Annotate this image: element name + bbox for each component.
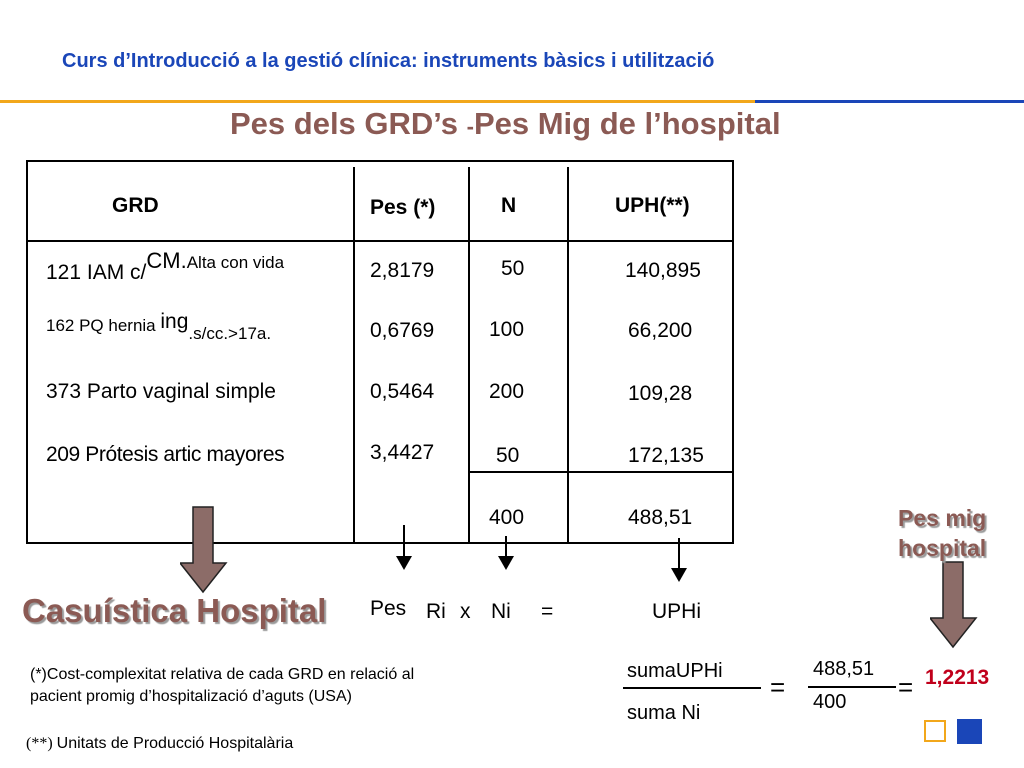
table-col-divider-1 bbox=[353, 167, 355, 544]
header-n: N bbox=[501, 194, 517, 217]
grd-code-desc: 162 PQ hernia bbox=[46, 316, 161, 335]
formula-pes: Pes bbox=[370, 597, 407, 620]
fraction-equals-2: = bbox=[898, 672, 914, 702]
header-pes: Pes (*) bbox=[370, 196, 436, 219]
table-row-3-uph: 109,28 bbox=[628, 382, 693, 405]
fraction-numerator: sumaUPHi bbox=[627, 660, 723, 682]
casuistica-label: Casuística Hospital bbox=[22, 592, 327, 629]
blue-square-icon bbox=[957, 719, 982, 744]
casuistica-arrow-icon bbox=[180, 505, 230, 595]
formula-ri: Ri bbox=[426, 600, 446, 623]
formula-eq: = bbox=[541, 600, 554, 623]
grd-code-desc: 121 IAM c/ bbox=[46, 261, 147, 284]
table-row-1-pes: 2,8179 bbox=[370, 259, 435, 282]
orange-square-outline-icon bbox=[924, 720, 946, 742]
footnote-uph bbox=[26, 735, 293, 753]
header-rule-orange bbox=[0, 100, 755, 103]
slide-title-part2: Pes Mig de l’hospital bbox=[473, 106, 781, 141]
table-total-divider bbox=[468, 471, 734, 473]
result-value: 1,2213 bbox=[925, 666, 990, 689]
table-row-4-n: 50 bbox=[496, 444, 520, 467]
table-row-2-n: 100 bbox=[489, 318, 525, 341]
slide-title-part1: Pes dels GRD’s bbox=[230, 106, 467, 141]
table-row-1-uph: 140,895 bbox=[625, 259, 701, 282]
table-row-3-grd: 373 Parto vaginal simple bbox=[46, 380, 276, 403]
table-row-3-pes: 0,5464 bbox=[370, 380, 435, 403]
slide-title-separator: - bbox=[466, 114, 474, 139]
fraction-denominator: suma Ni bbox=[627, 702, 701, 724]
arrow-uph-head bbox=[671, 568, 687, 582]
arrow-n-head bbox=[498, 556, 514, 570]
table-row-1-grd bbox=[46, 248, 285, 285]
table-row-4-uph: 172,135 bbox=[628, 444, 704, 467]
arrow-uph-shaft bbox=[678, 538, 680, 568]
formula-ni: Ni bbox=[491, 600, 511, 623]
footnote-cost-complexity bbox=[30, 664, 414, 708]
fraction2-bar bbox=[808, 686, 896, 688]
grd-suffix-small: .s/cc.>17a. bbox=[188, 324, 272, 343]
fraction2-numerator: 488,51 bbox=[813, 658, 875, 680]
course-title: Curs d’Introducció a la gestió clínica: instruments bàsics i utilització bbox=[62, 50, 715, 72]
pes-mig-line1: Pes mig bbox=[898, 505, 987, 531]
header-uph: UPH(**) bbox=[615, 194, 690, 217]
arrow-pes-head bbox=[396, 556, 412, 570]
grd-suffix: CM. bbox=[146, 248, 187, 273]
slide-title bbox=[230, 106, 781, 142]
table-row-2-pes: 0,6769 bbox=[370, 319, 435, 342]
table-row-4-pes: 3,4427 bbox=[370, 441, 435, 464]
pes-mig-arrow-icon bbox=[930, 560, 980, 650]
fraction-bar bbox=[623, 687, 761, 689]
footnote-1-line-1: (*)Cost-complexitat relativa de cada GRD en relació al bbox=[30, 666, 415, 683]
footnote-1-line-2: pacient promig d’hospitalizació d’aguts (USA) bbox=[30, 688, 352, 705]
formula-uphi: UPHi bbox=[652, 600, 702, 623]
fraction-equals-1: = bbox=[770, 672, 786, 702]
footnote-2-mark: (**) bbox=[26, 735, 57, 752]
table-col-divider-2 bbox=[468, 167, 470, 544]
table-header-divider bbox=[26, 240, 734, 242]
table-row-3-n: 200 bbox=[489, 380, 525, 403]
table-row-1-n: 50 bbox=[501, 257, 525, 280]
total-n: 400 bbox=[489, 506, 525, 529]
table-row-4-grd: 209 Prótesis artic mayores bbox=[46, 443, 285, 466]
table-row-2-uph: 66,200 bbox=[628, 319, 693, 342]
table-row-2-grd bbox=[46, 310, 272, 343]
formula-x: x bbox=[460, 600, 471, 623]
fraction2-denominator: 400 bbox=[813, 691, 847, 713]
total-uph: 488,51 bbox=[628, 506, 693, 529]
grd-suffix: ing bbox=[160, 310, 189, 333]
pes-mig-label bbox=[898, 503, 986, 563]
grd-suffix-small: Alta con vida bbox=[186, 253, 285, 272]
header-rule-blue bbox=[755, 100, 1024, 103]
pes-mig-line2: hospital bbox=[898, 535, 987, 561]
header-grd: GRD bbox=[112, 194, 159, 217]
table-col-divider-3 bbox=[567, 167, 569, 544]
footnote-2-text: Unitats de Producció Hospitalària bbox=[56, 735, 294, 752]
